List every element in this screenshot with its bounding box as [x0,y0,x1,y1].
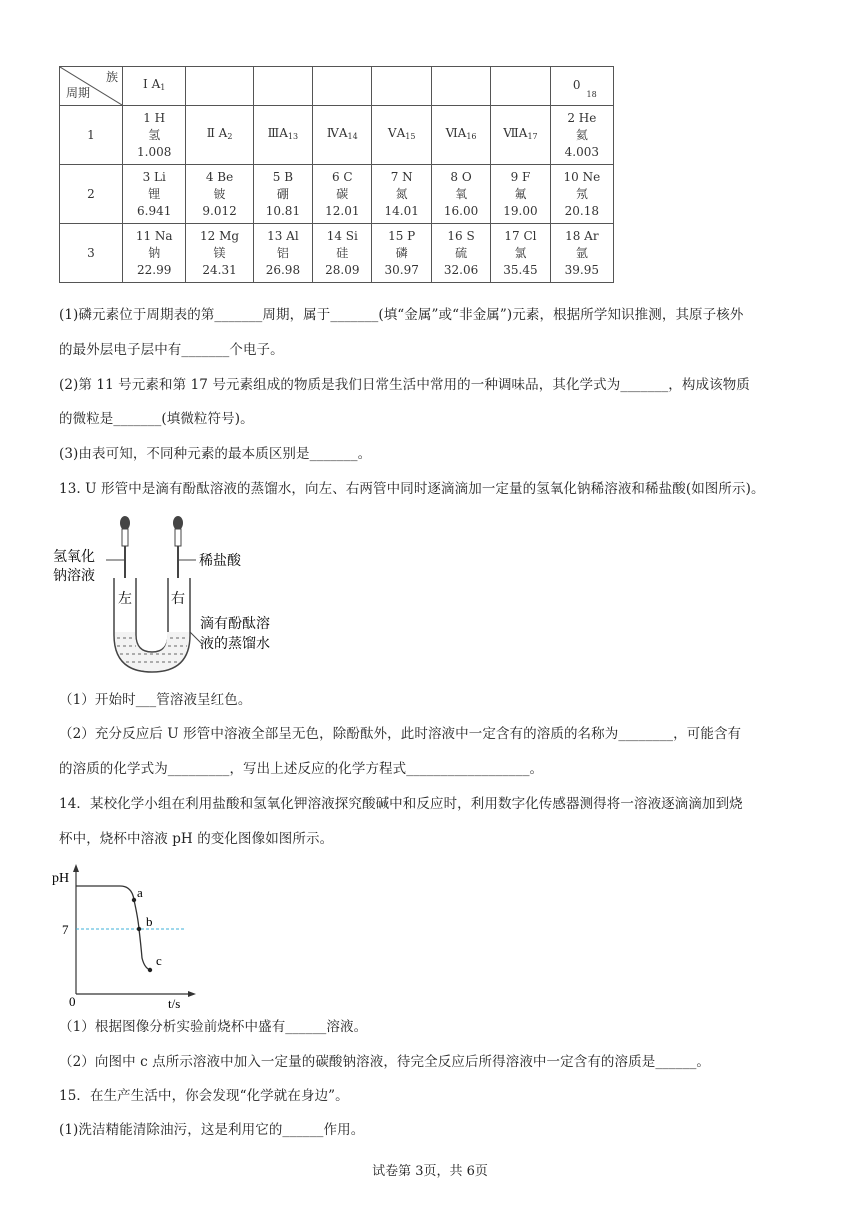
point-a-label: a [137,885,143,900]
element-cell: 13 Al 铝 26.98 [253,224,312,283]
left-reagent-label-line2: 钠溶液 [53,568,95,584]
group-header: Ⅱ $A_2$ [186,106,253,165]
x-axis-label: t/s [168,996,181,1010]
element-cell: 1 H 氢 1.008 [123,106,186,165]
element-cell: 12 Mg 镁 24.31 [186,224,253,283]
question-14-stem-line1: 14．某校化学小组在利用盐酸和氢氧化钾溶液探究酸碱中和反应时，利用数字化传感器测得将一溶液逐滴滴加到烧 [59,796,743,812]
question-12-2-line1: (2)第 11 号元素和第 17 号元素组成的物质是我们日常生活中常用的一种调味品，其化学式为_______，构成该物质 [59,377,750,393]
question-15-stem: 15．在生产生活中，你会发现“化学就在身边”。 [59,1088,349,1104]
point-c-label: c [156,953,162,968]
question-15-1: (1)洗洁精能清除油污，这是利用它的______作用。 [59,1122,365,1138]
element-cell: 14 Si 硅 28.09 [313,224,372,283]
left-reagent-label-line1: 氢氧化 [53,549,95,565]
empty-cell [186,67,253,106]
question-12-3: (3)由表可知，不同种元素的最本质区别是_______。 [59,446,372,462]
element-cell: 10 Ne 氖 20.18 [550,165,613,224]
question-14-1: （1）根据图像分析实验前烧杯中盛有______溶液。 [59,1019,368,1035]
question-14-stem-line2: 杯中，烧杯中溶液 pH 的变化图像如图所示。 [59,831,334,847]
group-header: $ⅤA_{15}$ [372,106,431,165]
ph-graph [50,860,200,1010]
y-axis-label: pH [52,871,70,886]
group-zero-header: $0_{18}$ [550,67,613,106]
point-a-marker [132,898,136,902]
group-header: $ⅦA_{17}$ [491,106,550,165]
period-number: 1 [60,106,123,165]
question-13-2-line1: （2）充分反应后 U 形管中溶液全部呈无色，除酚酞外，此时溶液中一定含有的溶质的名称为________，可能含有 [59,726,742,742]
question-13-1: （1）开始时___管溶液呈红色。 [59,692,252,708]
empty-cell [491,67,550,106]
element-cell: 5 B 硼 10.81 [253,165,312,224]
point-b-marker [137,927,141,931]
group-header: $ⅥA_{16}$ [431,106,490,165]
empty-cell [253,67,312,106]
liquid-label-line1: 滴有酚酞溶 [200,616,270,632]
element-cell: 9 F 氟 19.00 [491,165,550,224]
origin-label: 0 [69,994,76,1009]
page-footer: 试卷第 3页，共 6页 [372,1164,488,1179]
element-cell: 7 N 氮 14.01 [372,165,431,224]
element-cell: 8 O 氧 16.00 [431,165,490,224]
question-12-1-line2: 的最外层电子层中有_______个电子。 [59,342,284,358]
group-header: $ⅢA_{13}$ [253,106,312,165]
element-cell: 15 P 磷 30.97 [372,224,431,283]
group-header: $ⅣA_{14}$ [313,106,372,165]
question-12-1-line1: (1)磷元素位于周期表的第_______周期，属于_______(填“金属”或“非金属”)元素，根据所学知识推测，其原子核外 [59,307,744,323]
group-ia-header: I $A_1$ [123,67,186,106]
left-dropper [120,516,130,578]
element-cell: 3 Li 锂 6.941 [123,165,186,224]
question-13-stem: 13. U 形管中是滴有酚酞溶液的蒸馏水，向左、右两管中同时逐滴滴加一定量的氢氧化钠稀溶液和稀盐酸(如图所示)。 [59,481,765,497]
question-12-2-line2: 的微粒是_______(填微粒符号)。 [59,411,254,427]
period-label: 周期 [66,86,91,100]
element-cell: 6 C 碳 12.01 [313,165,372,224]
left-tube-label: 左 [118,591,132,607]
group-label: 族 [105,70,118,84]
element-cell: 4 Be 铍 9.012 [186,165,253,224]
right-reagent-label: 稀盐酸 [199,553,241,569]
period-number: 2 [60,165,123,224]
u-tube-diagram [50,510,310,680]
element-cell: 18 Ar 氩 39.95 [550,224,613,283]
question-14-2: （2）向图中 c 点所示溶液中加入一定量的碳酸钠溶液，待完全反应后所得溶液中一定含有的溶质是______。 [59,1054,711,1070]
element-cell: 2 He 氦 4.003 [550,106,613,165]
periodic-table [59,66,614,283]
question-13-2-line2: 的溶质的化学式为_________，写出上述反应的化学方程式__________________。 [59,761,544,777]
element-cell: 16 S 硫 32.06 [431,224,490,283]
graph-axes [73,864,196,997]
element-cell: 11 Na 钠 22.99 [123,224,186,283]
empty-cell [431,67,490,106]
table-corner-header [60,67,123,106]
point-c-marker [148,968,152,972]
right-dropper [173,516,183,578]
point-b-label: b [146,914,153,929]
liquid-label-line2: 液的蒸馏水 [200,636,270,652]
right-tube-label: 右 [171,591,185,607]
empty-cell [372,67,431,106]
empty-cell [313,67,372,106]
element-cell: 17 Cl 氯 35.45 [491,224,550,283]
period-number: 3 [60,224,123,283]
ph-7-label: 7 [62,922,69,937]
